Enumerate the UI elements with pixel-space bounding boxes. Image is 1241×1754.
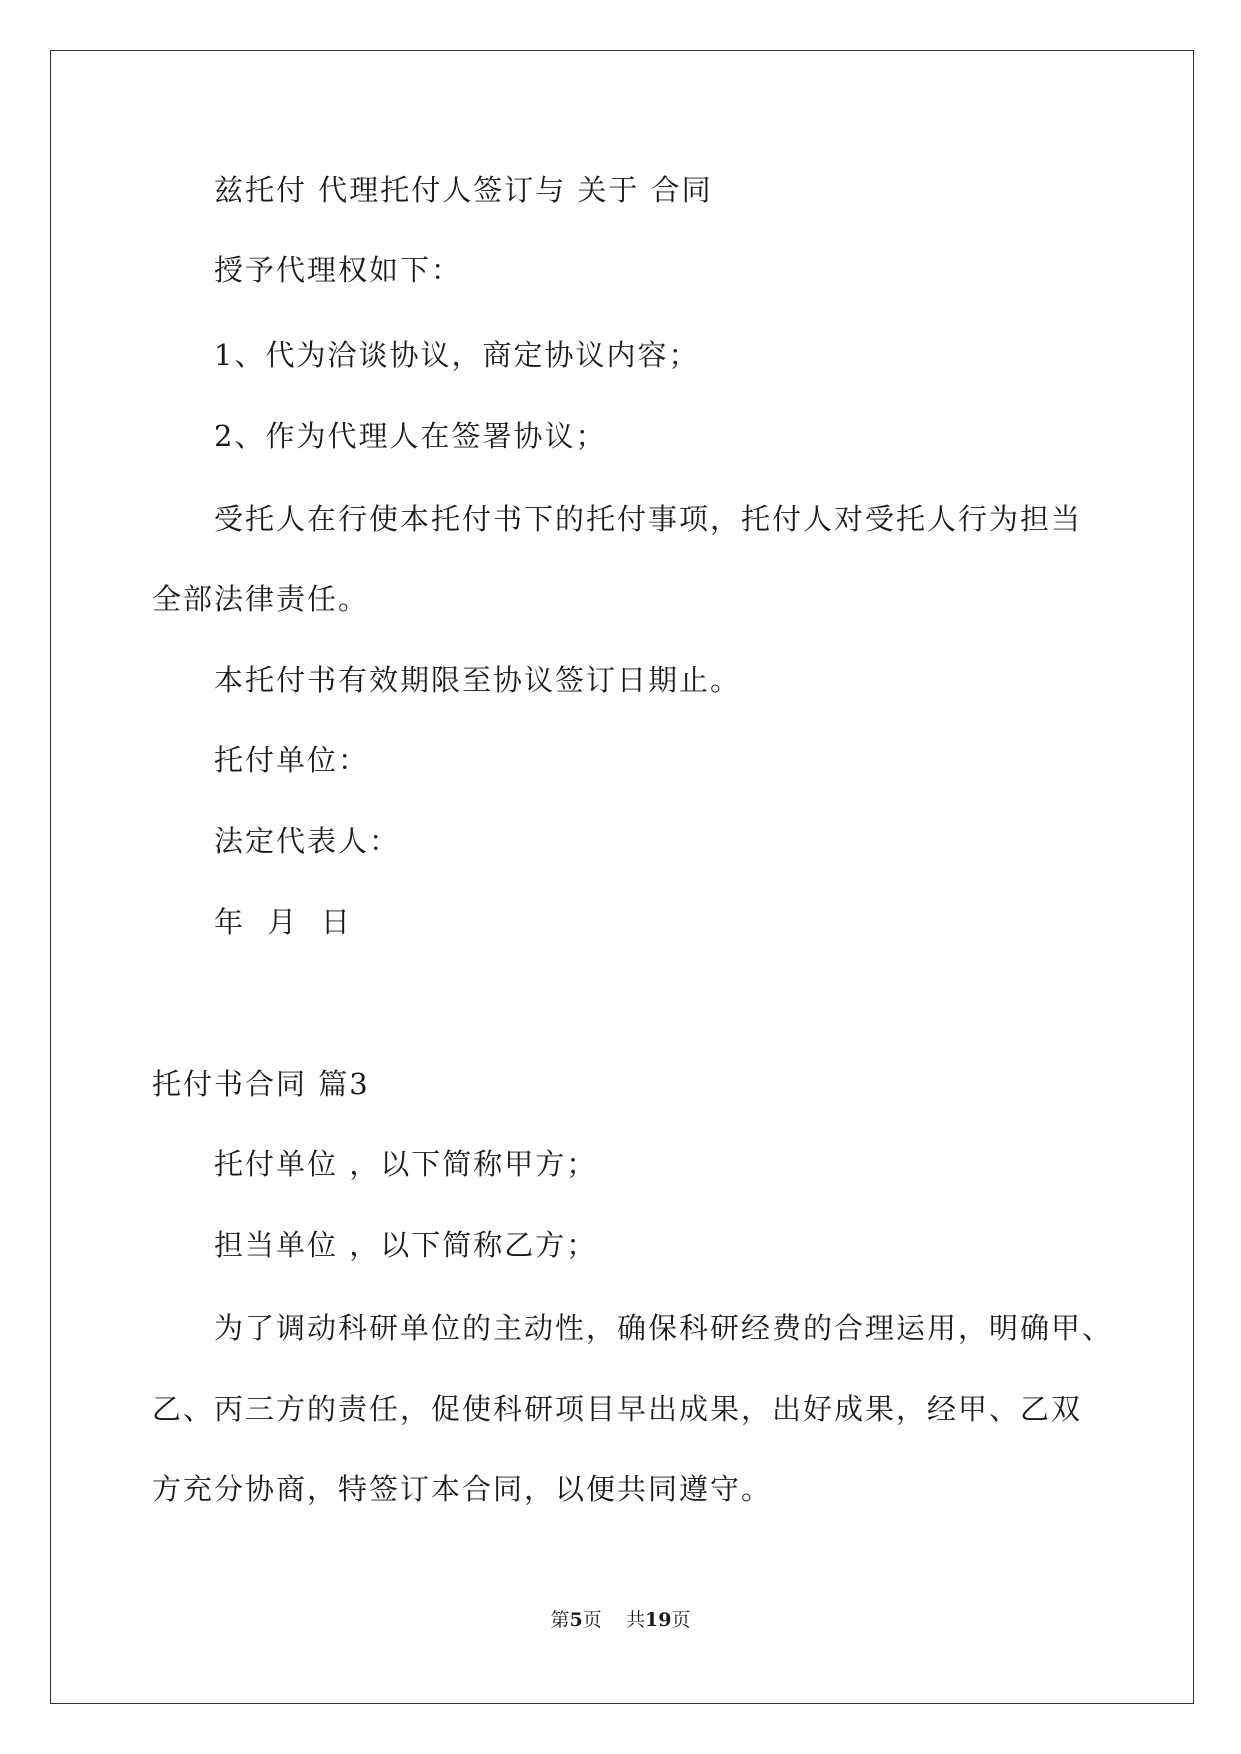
list-item: 1、代为洽谈协议，商定协议内容； — [214, 338, 700, 372]
footer-total-suffix: 页 — [671, 1609, 691, 1631]
paragraph-line: 兹托付 代理托付人签订与 关于 合同 — [214, 173, 713, 207]
date-field-label: 年 月 日 — [214, 905, 352, 939]
paragraph-line: 方充分协商，特签订本合同，以便共同遵守。 — [152, 1472, 773, 1506]
section-heading: 托付书合同 篇3 — [152, 1067, 370, 1101]
page-footer — [0, 1608, 1241, 1632]
current-page-number: 5 — [569, 1609, 583, 1631]
paragraph-line: 受托人在行使本托付书下的托付事项，托付人对受托人行为担当 — [214, 502, 1083, 536]
signature-field-label: 法定代表人： — [214, 824, 401, 858]
paragraph-line: 全部法律责任。 — [152, 582, 370, 616]
list-item: 2、作为代理人在签署协议； — [214, 419, 607, 453]
page-border — [50, 50, 1194, 1704]
paragraph-line: 托付单位 ，以下简称甲方； — [214, 1147, 598, 1181]
footer-page-word: 页 — [582, 1609, 602, 1631]
paragraph-line: 为了调动科研单位的主动性，确保科研经费的合理运用，明确甲、 — [214, 1311, 1114, 1345]
paragraph-line: 本托付书有效期限至协议签订日期止。 — [214, 663, 742, 697]
paragraph-line: 担当单位 ，以下简称乙方； — [214, 1228, 598, 1262]
footer-total-prefix: 共 — [625, 1609, 645, 1631]
paragraph-line: 授予代理权如下： — [214, 253, 463, 287]
footer-prefix: 第 — [550, 1609, 570, 1631]
total-pages-number: 19 — [644, 1609, 672, 1631]
paragraph-line: 乙、丙三方的责任，促使科研项目早出成果，出好成果，经甲、乙双 — [152, 1392, 1083, 1426]
signature-field-label: 托付单位： — [214, 743, 370, 777]
